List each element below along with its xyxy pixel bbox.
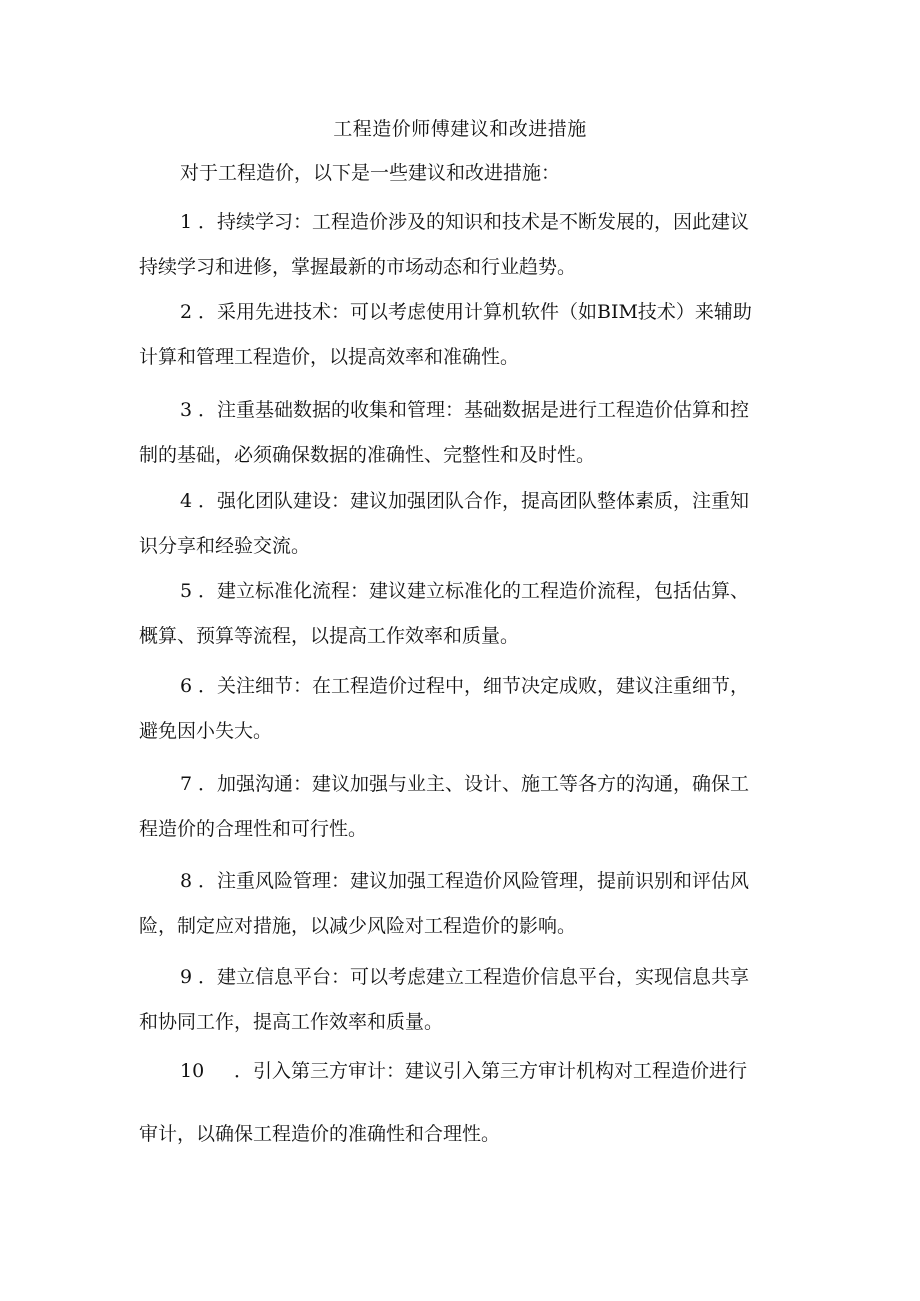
- list-item-number: 3: [180, 399, 193, 421]
- list-item-line-2: 审计，以确保工程造价的准确性和合理性。: [139, 1123, 501, 1145]
- list-item: [139, 290, 789, 380]
- list-item-line-1: [139, 200, 789, 245]
- list-item-line-2: 程造价的合理性和可行性。: [139, 818, 368, 840]
- list-item-number: 2: [180, 301, 193, 323]
- list-item-text: ．建立信息平台：可以考虑建立工程造价信息平台，实现信息共享: [198, 966, 750, 988]
- list-item-line-1: [139, 1049, 789, 1094]
- list-item: [139, 1049, 789, 1157]
- list-item: [139, 664, 789, 754]
- document-title: 工程造价师傅建议和改进措施: [333, 118, 587, 140]
- list-item: [139, 569, 789, 659]
- list-item-number: 8: [180, 870, 193, 892]
- list-item: [139, 200, 789, 290]
- list-item-text: ．持续学习：工程造价涉及的知识和技术是不断发展的，因此建议: [198, 211, 750, 233]
- list-item-text: ．注重基础数据的收集和管理：基础数据是进行工程造价估算和控: [198, 399, 750, 421]
- list-item: [139, 479, 789, 569]
- list-item-line-1: [139, 290, 789, 335]
- list-item-number: 6: [180, 675, 193, 697]
- list-item-number: 10: [180, 1060, 205, 1082]
- list-item: [139, 859, 789, 949]
- list-item-number: 4: [180, 490, 193, 512]
- list-item-line-2: 识分享和经验交流。: [139, 535, 311, 557]
- list-item-number: 5: [180, 580, 193, 602]
- list-item-text: ．引入第三方审计：建议引入第三方审计机构对工程造价进行: [234, 1060, 748, 1082]
- list-item-line-1: [139, 664, 789, 709]
- list-item-line-1: [139, 762, 789, 807]
- list-item-line-1: [139, 569, 789, 614]
- list-item-text: ．关注细节：在工程造价过程中，细节决定成败，建议注重细节，: [198, 675, 750, 697]
- list-item-line-1: [139, 479, 789, 524]
- list-item-text: ．加强沟通：建议加强与业主、设计、施工等各方的沟通，确保工: [198, 773, 750, 795]
- intro-paragraph: 对于工程造价，以下是一些建议和改进措施：: [180, 162, 561, 184]
- list-item-line-2: 和协同工作，提高工作效率和质量。: [139, 1011, 444, 1033]
- list-item: [139, 955, 789, 1045]
- list-item-text: ．采用先进技术：可以考虑使用计算机软件（如BIM技术）来辅助: [198, 301, 752, 323]
- list-item-text: ．强化团队建设：建议加强团队合作，提高团队整体素质，注重知: [198, 490, 750, 512]
- list-item-number: 1: [180, 211, 193, 233]
- list-item-number: 7: [180, 773, 193, 795]
- list-item-line-1: [139, 388, 789, 433]
- list-item-text: ．建立标准化流程：建议建立标准化的工程造价流程，包括估算、: [198, 580, 750, 602]
- list-item-text: ．注重风险管理：建议加强工程造价风险管理，提前识别和评估风: [198, 870, 750, 892]
- list-item-line-2: 持续学习和进修，掌握最新的市场动态和行业趋势。: [139, 256, 577, 278]
- list-item: [139, 388, 789, 478]
- list-item-number: 9: [180, 966, 193, 988]
- list-item-line-1: [139, 955, 789, 1000]
- list-item-line-2: 概算、预算等流程，以提高工作效率和质量。: [139, 625, 520, 647]
- list-item-line-2: 制的基础，必须确保数据的准确性、完整性和及时性。: [139, 444, 596, 466]
- list-item-line-1: [139, 859, 789, 904]
- list-item-line-2: 计算和管理工程造价，以提高效率和准确性。: [139, 346, 520, 368]
- list-item-line-2: 避免因小失大。: [139, 720, 273, 742]
- list-item-line-2: 险，制定应对措施，以减少风险对工程造价的影响。: [139, 915, 577, 937]
- list-item: [139, 762, 789, 852]
